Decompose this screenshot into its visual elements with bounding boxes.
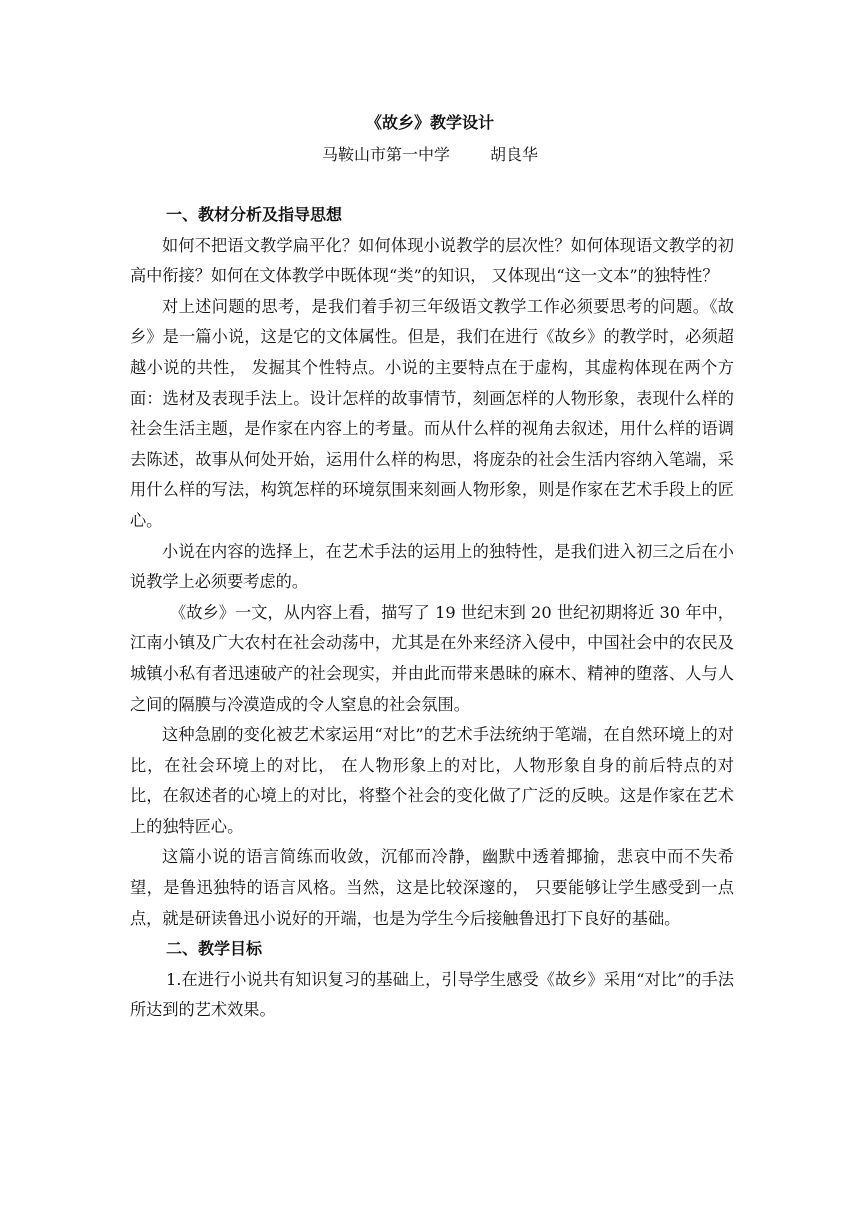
document-byline	[0, 142, 860, 168]
document-body	[130, 200, 734, 1026]
author-name: 胡良华	[490, 145, 539, 164]
document-title: 《故乡》教学设计	[365, 113, 494, 132]
paragraph: 这种急剧的变化被艺术家运用“对比”的艺术手法统纳于笔端，在自然环境上的对比，在社会环境上的对比， 在人物形象上的对比，人物形象自身的前后特点的对比，在叙述者的心境上的对比，将整个社会的变化做了广泛的反映。这是作家在艺术上的独特匠心。	[130, 725, 734, 836]
school-name: 马鞍山市第一中学	[321, 145, 450, 164]
paragraph: 这篇小说的语言简练而收敛，沉郁而冷静，幽默中透着揶揄，悲哀中而不失希望，是鲁迅独特的语言风格。当然，这是比较深邃的， 只要能够让学生感受到一点点，就是研读鲁迅小说好的开端，也是为学生今后接触鲁迅打下良好的基础。	[130, 847, 734, 928]
section-heading-1: 一、教材分析及指导思想	[166, 205, 343, 224]
paragraph: 如何不把语文教学扁平化？如何体现小说教学的层次性？如何体现语文教学的初高中衔接？如何在文体教学中既体现“类”的知识， 又体现出“这一文本”的独特性？	[130, 235, 734, 286]
section-heading-2: 二、教学目标	[166, 939, 263, 959]
paragraph: 对上述问题的思考，是我们着手初三年级语文教学工作必须要思考的问题。《故乡》是一篇小说，这是它的文体属性。但是，我们在进行《故乡》的教学时，必须超越小说的共性， 发掘其个性特点。小说的主要特点在于虚构，其虚构体现在两个方面：选材及表现手法上。设计怎样的故事情节，刻画怎样的人物形象，表现什么样的社会生活主题，是作家在内容上的考量。而从什么样的视角去叙述，用什么样的语调去陈述，故事从何处开始，运用什么样的构思，将庞杂的社会生活内容纳入笔端，采用什么样的写法，构筑怎样的环境氛围来刻画人物形象，则是作家在艺术手段上的匠心。	[130, 296, 734, 530]
paragraph: 《故乡》一文，从内容上看，描写了 19 世纪末到 20 世纪初期将近 30 年中，江南小镇及广大农村在社会动荡中，尤其是在外来经济入侵中，中国社会中的农民及城镇小私有者迅速破产的社会现实，并由此而带来愚昧的麻木、精神的堕落、人与人之间的隔膜与冷漠造成的令人窒息的社会氛围。	[130, 602, 734, 714]
paragraph: 小说在内容的选择上，在艺术手法的运用上的独特性，是我们进入初三之后在小说教学上必须要考虑的。	[130, 541, 734, 592]
paragraph: 1.在进行小说共有知识复习的基础上，引导学生感受《故乡》采用“对比”的手法所达到的艺术效果。	[130, 969, 734, 1020]
